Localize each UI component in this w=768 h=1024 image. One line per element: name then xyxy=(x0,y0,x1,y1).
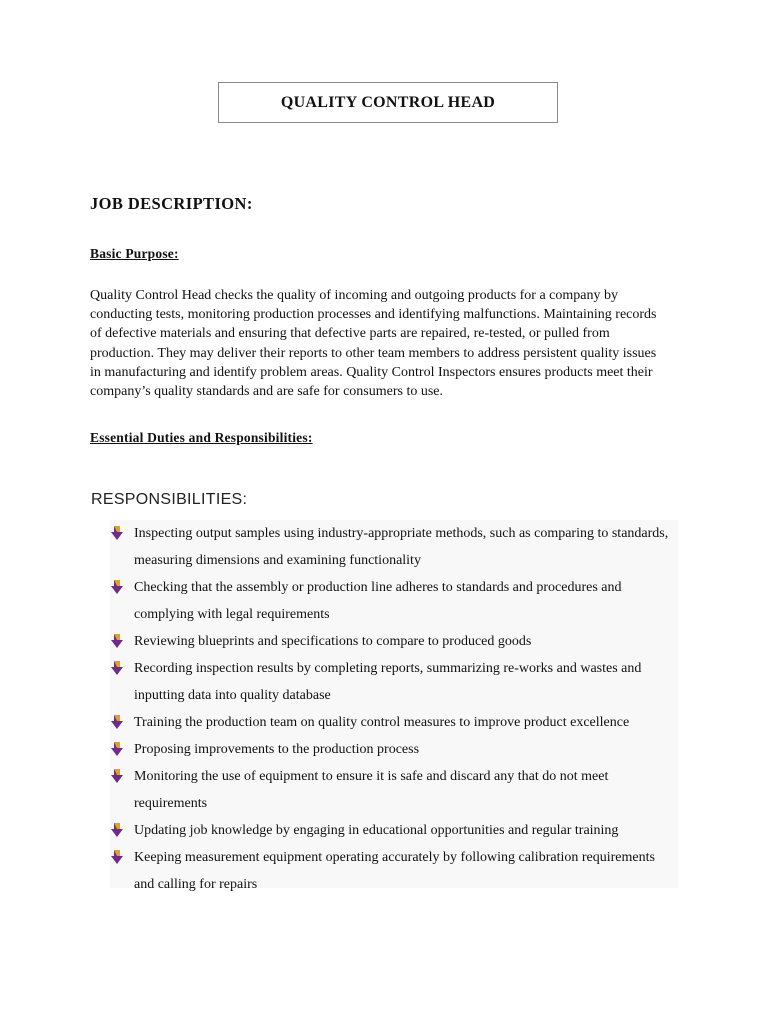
list-item-text: Monitoring the use of equipment to ensure it is safe and discard any that do not meet requirements xyxy=(134,769,609,811)
arrow-bullet-icon xyxy=(111,661,123,675)
list-item xyxy=(110,844,670,898)
document-title-box xyxy=(218,82,558,123)
list-item xyxy=(110,817,670,844)
list-item-text: Updating job knowledge by engaging in educational opportunities and regular training xyxy=(134,823,619,838)
list-item xyxy=(110,628,670,655)
list-item-text: Keeping measurement equipment operating accurately by following calibration requirements and calling for repairs xyxy=(134,850,655,892)
list-item xyxy=(110,520,670,574)
basic-purpose-heading: Basic Purpose: xyxy=(90,246,179,261)
arrow-bullet-icon xyxy=(111,850,123,864)
arrow-bullet-icon xyxy=(111,769,123,783)
responsibilities-heading: RESPONSIBILITIES: xyxy=(91,491,248,508)
list-item-text: Proposing improvements to the production process xyxy=(134,742,420,757)
responsibilities-list xyxy=(110,520,670,898)
arrow-bullet-icon xyxy=(111,580,123,594)
list-item-text: Training the production team on quality control measures to improve product excellence xyxy=(134,715,630,730)
arrow-bullet-icon xyxy=(111,715,123,729)
arrow-bullet-icon xyxy=(111,634,123,648)
job-description-heading: JOB DESCRIPTION: xyxy=(90,194,253,213)
list-item-text: Reviewing blueprints and specifications to compare to produced goods xyxy=(134,634,532,649)
list-item-text: Inspecting output samples using industry-appropriate methods, such as comparing to standards, measuring dimensions and examining functionality xyxy=(134,526,669,568)
list-item-text: Checking that the assembly or production line adheres to standards and procedures and complying with legal requirements xyxy=(134,580,622,622)
list-item xyxy=(110,574,670,628)
arrow-bullet-icon xyxy=(111,823,123,837)
list-item-text: Recording inspection results by completing reports, summarizing re-works and wastes and inputting data into quality database xyxy=(134,661,642,703)
arrow-bullet-icon xyxy=(111,742,123,756)
list-item xyxy=(110,763,670,817)
document-title: QUALITY CONTROL HEAD xyxy=(280,93,496,111)
basic-purpose-paragraph: Quality Control Head checks the quality of incoming and outgoing products for a company by conducting tests, monitoring production processes and identifying malfunctions. Maintaining records of defective materials and ensuring that defective parts are repaired, re-tested, or pulled from production. They may deliver their reports to other team members to address persistent quality issues in manufacturing and identify problem areas. Quality Control Inspectors ensures products meet their company’s quality standards and are safe for consumers to use. xyxy=(90,288,657,400)
list-item xyxy=(110,709,670,736)
essential-duties-heading: Essential Duties and Responsibilities: xyxy=(90,430,313,445)
arrow-bullet-icon xyxy=(111,526,123,540)
list-item xyxy=(110,736,670,763)
list-item xyxy=(110,655,670,709)
